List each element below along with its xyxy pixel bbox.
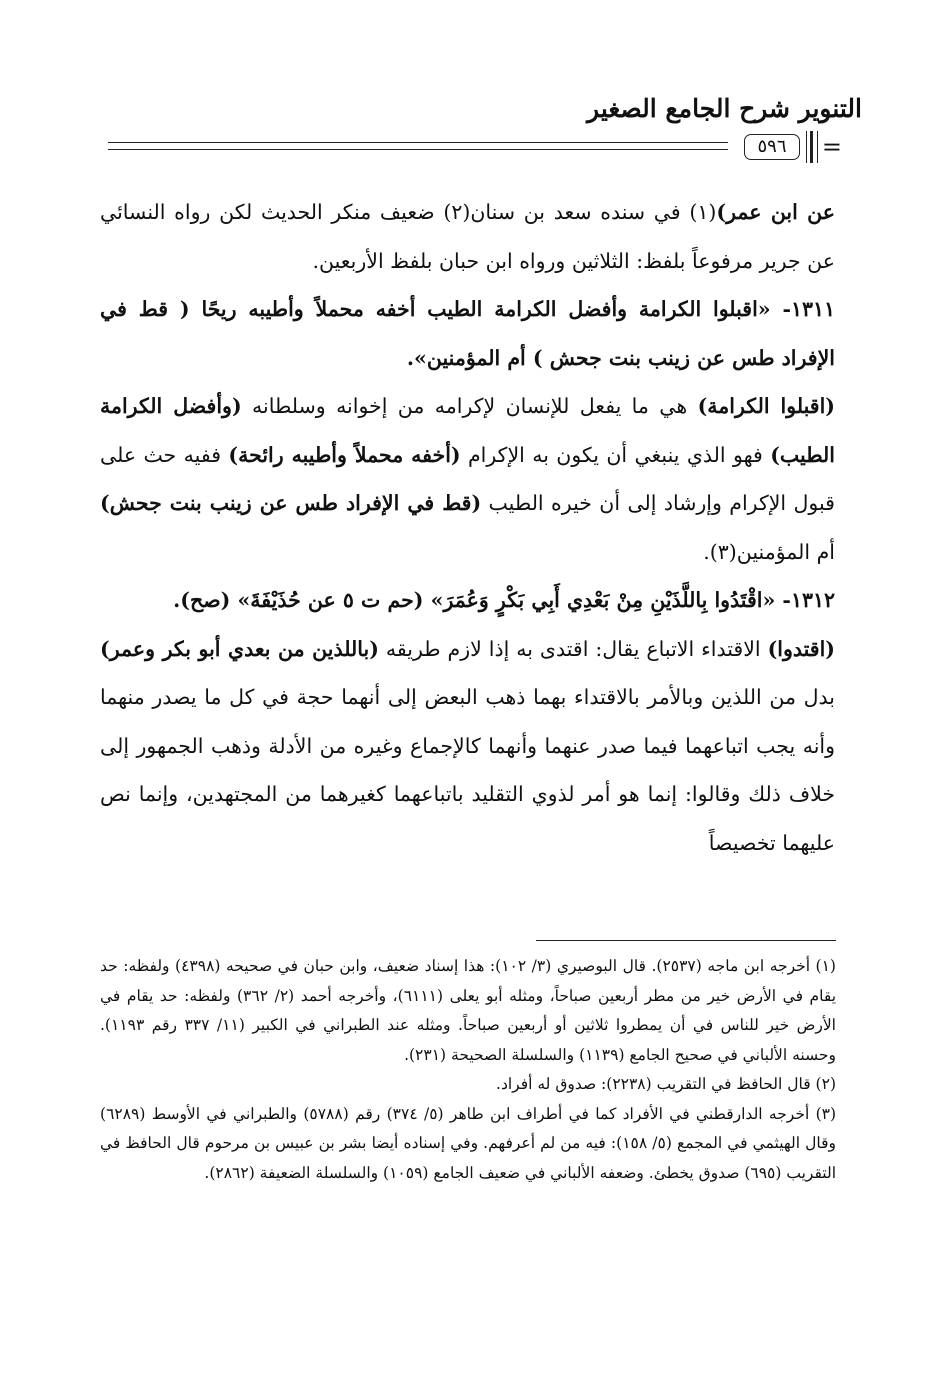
text-segment: فهو الذي ينبغي أن يكون به الإكرام [460,442,771,467]
page-number-box [734,131,842,163]
bold-segment: (وأفضل الكرامة الطيب) [100,394,835,467]
text-segment: ففيه حث على قبول الإكرام وإرشاد إلى أن خيره الطيب [100,442,835,515]
footnote-1: (١) أخرجه ابن ماجه (٢٥٣٧). قال البوصيري (٣/ ١٠٢): هذا إسناد ضعيف، وابن حبان في صحيحه (٤٣٩٨) ولفظه: حد يقام في الأرض خير من مطر أربعين صباحاً، ومثله أبو يعلى (٦١١١)، وأخرجه أحمد (٢/ ٣٦٢) ولفظه: حد يقام في الأرض خير للناس في أن يمطروا ثلاثين أو أربعين صباحاً. ومثله عند الطبراني في الكبير (١١/ ٣٣٧ رقم ١١٩٣). وحسنه الألباني في صحيح الجامع (١١٣٩) والسلسلة الصحيحة (٢٣١). [100,957,837,1064]
header-eq-mark: = [821,133,842,161]
footnotes [100,952,836,1188]
text-segment: (١) في سنده سعد بن سنان(٢) ضعيف منكر الحديث لكن رواه النسائي عن جرير مرفوعاً بلفظ: الثلاثين ورواه ابن حبان بلفظ الأربعين. [100,200,835,273]
paragraph [100,188,835,285]
header-bar [806,131,807,163]
text-segment: بدل من اللذين وبالأمر بالاقتداء بهما ذهب البعض إلى أنهما حجة في كل ما يصدر منهما وأنه يجب اتباعهما فيما صدر عنهما وأنهما كالإجماع وغيره من الأدلة وذهب الجمهور إلى خلاف ذلك وقالوا: إنما هو أمر لذوي التقليد باتباعهما كغيرهما من المجتهدين، وإنما نص عليهما تخصيصاً [100,685,835,855]
footnote-2: (٢) قال الحافظ في التقريب (٢٢٣٨): صدوق له أفراد. [496,1075,836,1093]
commentary-1312 [100,625,835,868]
text-segment: هي ما يفعل للإنسان لإكرامه من إخوانه وسلطانه [241,394,698,418]
footnote-separator [536,940,836,941]
page-number: ٥٩٦ [744,134,800,160]
hadith-1312 [100,576,835,625]
header-rule [108,142,728,143]
bold-segment: (أخفه محملاً وأطيبه رائحة) [228,442,461,467]
running-header-title: التنوير شرح الجامع الصغير [587,94,862,123]
header-bar [810,131,813,163]
bold-segment: (اقتدوا) [767,636,835,661]
bold-segment: ١٣١١- «اقبلوا الكرامة وأفضل الكرامة الطيب أخفه محملاً وأطيبه ريحًا ( قط في الإفراد طس عن زينب بنت جحش ) أم المؤمنين». [100,297,835,370]
bold-segment: (اقبلوا الكرامة) [697,394,835,418]
bold-segment: عن ابن عمر) [716,200,835,224]
text-segment: أم المؤمنين(٣). [703,539,835,564]
header-bar [817,131,818,163]
commentary-1311 [100,382,835,576]
footnote-3: (٣) أخرجه الدارقطني في الأفراد كما في أطراف ابن طاهر (٥/ ٣٧٤) رقم (٥٧٨٨) والطبراني في الأوسط (٦٢٨٩) وقال الهيثمي في المجمع (٥/ ١٥٨): فيه من لم أعرفهم. وفي إسناده أيضا بشر بن عبيس بن مرحوم قال الحافظ في التقريب (٦٩٥) صدوق يخطئ. وضعفه الألباني في ضعيف الجامع (١٠٥٩) والسلسلة الضعيفة (٢٨٦٢). [100,1104,837,1182]
text-segment: الاقتداء الاتباع يقال: اقتدى به إذا لازم طريقه [378,636,768,661]
bold-segment: (باللذين من بعدي أبو بكر وعمر) [100,636,379,661]
bold-segment: ١٣١٢- «اقْتَدُوا بِاللَّذَيْنِ مِنْ بَعْدِي أَبِي بَكْرٍ وَعُمَرَ» (حم ت ٥ عن حُذَيْفَةَ» (صح). [173,588,835,612]
header-rule [108,149,728,150]
hadith-1311 [100,285,835,382]
main-text [100,188,835,867]
bold-segment: (قط في الإفراد طس عن زينب بنت جحش) [100,491,482,515]
